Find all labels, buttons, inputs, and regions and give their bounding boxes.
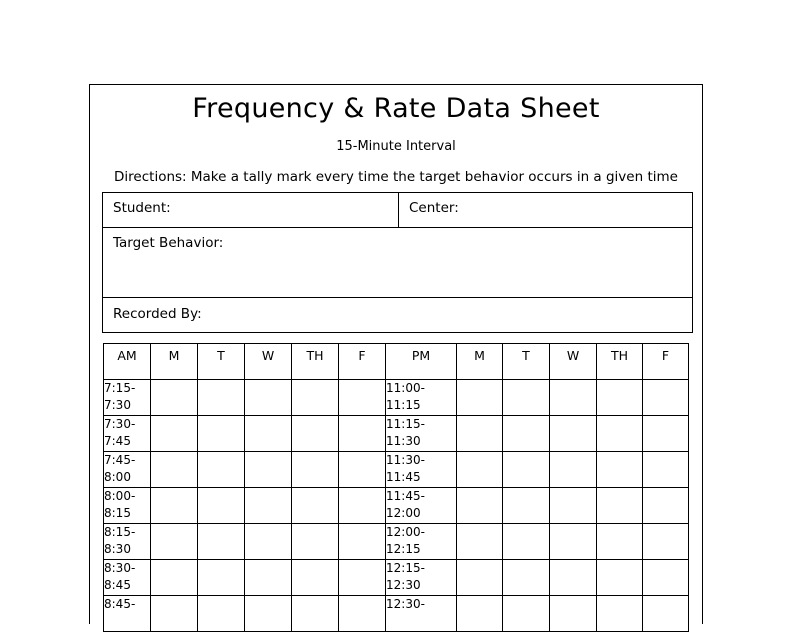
am-tally-cell[interactable] xyxy=(245,452,292,488)
am-time-cell xyxy=(104,488,151,524)
am-tally-cell[interactable] xyxy=(151,488,198,524)
pm-tally-cell[interactable] xyxy=(457,524,503,560)
pm-tally-cell[interactable] xyxy=(550,416,597,452)
am-time-cell xyxy=(104,524,151,560)
am-time-cell xyxy=(104,380,151,416)
tally-grid xyxy=(103,343,689,632)
pm-tally-cell[interactable] xyxy=(597,560,643,596)
pm-time-cell xyxy=(386,416,457,452)
recorded-by-field[interactable] xyxy=(102,297,693,333)
am-tally-cell[interactable] xyxy=(245,560,292,596)
pm-tally-cell[interactable] xyxy=(597,416,643,452)
am-tally-cell[interactable] xyxy=(198,488,245,524)
student-label: Student: xyxy=(113,200,171,216)
pm-tally-cell[interactable] xyxy=(550,380,597,416)
pm-tally-cell[interactable] xyxy=(503,416,550,452)
table-row xyxy=(104,560,689,596)
am-tally-cell[interactable] xyxy=(245,488,292,524)
target-behavior-field[interactable] xyxy=(102,227,693,298)
table-row xyxy=(104,488,689,524)
table-row xyxy=(104,416,689,452)
pm-tally-cell[interactable] xyxy=(597,524,643,560)
pm-tally-cell[interactable] xyxy=(457,488,503,524)
am-time-label: 8:30- xyxy=(104,561,136,575)
pm-time-label: 12:30 xyxy=(386,578,421,592)
pm-tally-cell[interactable] xyxy=(597,452,643,488)
am-tally-cell[interactable] xyxy=(198,596,245,632)
am-tally-cell[interactable] xyxy=(339,380,386,416)
am-tally-cell[interactable] xyxy=(245,596,292,632)
data-sheet xyxy=(89,84,703,624)
pm-tally-cell[interactable] xyxy=(503,560,550,596)
pm-tally-cell[interactable] xyxy=(643,380,689,416)
pm-tally-cell[interactable] xyxy=(643,488,689,524)
pm-time-cell xyxy=(386,596,457,632)
am-time-label: 7:45 xyxy=(104,434,131,448)
am-tally-cell[interactable] xyxy=(198,416,245,452)
pm-tally-cell[interactable] xyxy=(457,380,503,416)
pm-time-label: 12:15- xyxy=(386,561,425,575)
am-tally-cell[interactable] xyxy=(151,452,198,488)
pm-tally-cell[interactable] xyxy=(550,524,597,560)
am-tally-cell[interactable] xyxy=(151,416,198,452)
recorded-by-label: Recorded By: xyxy=(113,306,202,322)
am-tally-cell[interactable] xyxy=(245,416,292,452)
am-tally-cell[interactable] xyxy=(151,596,198,632)
am-tally-cell[interactable] xyxy=(339,524,386,560)
am-tally-cell[interactable] xyxy=(292,596,339,632)
am-tally-cell[interactable] xyxy=(339,560,386,596)
am-time-label: 7:30 xyxy=(104,398,131,412)
am-tally-cell[interactable] xyxy=(198,452,245,488)
am-tally-cell[interactable] xyxy=(292,524,339,560)
am-header: AM xyxy=(104,344,151,380)
pm-tally-cell[interactable] xyxy=(550,488,597,524)
pm-time-label: 11:45 xyxy=(386,470,421,484)
am-tally-cell[interactable] xyxy=(339,416,386,452)
pm-header: PM xyxy=(386,344,457,380)
am-time-label: 8:15 xyxy=(104,506,131,520)
pm-day-header: W xyxy=(550,344,597,380)
grid-body xyxy=(104,380,689,632)
pm-day-header: M xyxy=(457,344,503,380)
center-label: Center: xyxy=(409,200,459,216)
pm-tally-cell[interactable] xyxy=(550,452,597,488)
pm-day-header: F xyxy=(643,344,689,380)
am-tally-cell[interactable] xyxy=(198,380,245,416)
am-time-cell xyxy=(104,560,151,596)
am-day-header: TH xyxy=(292,344,339,380)
target-behavior-label: Target Behavior: xyxy=(113,235,224,251)
am-day-header: W xyxy=(245,344,292,380)
am-tally-cell[interactable] xyxy=(292,560,339,596)
am-time-label: 8:15- xyxy=(104,525,136,539)
am-day-header: M xyxy=(151,344,198,380)
am-day-header: T xyxy=(198,344,245,380)
pm-time-cell xyxy=(386,488,457,524)
am-time-label: 8:45 xyxy=(104,578,131,592)
directions-text: Directions: Make a tally mark every time the target behavior occurs in a given time xyxy=(114,169,678,185)
am-tally-cell[interactable] xyxy=(292,452,339,488)
am-tally-cell[interactable] xyxy=(339,488,386,524)
am-tally-cell[interactable] xyxy=(292,488,339,524)
pm-time-label: 12:00 xyxy=(386,506,421,520)
am-tally-cell[interactable] xyxy=(292,416,339,452)
am-time-cell xyxy=(104,416,151,452)
pm-time-label: 11:30- xyxy=(386,453,425,467)
table-row xyxy=(104,452,689,488)
am-time-label: 8:00 xyxy=(104,470,131,484)
pm-tally-cell[interactable] xyxy=(643,524,689,560)
grid-header-row xyxy=(104,344,689,380)
pm-day-header: T xyxy=(503,344,550,380)
pm-tally-cell[interactable] xyxy=(457,560,503,596)
am-tally-cell[interactable] xyxy=(151,380,198,416)
pm-time-label: 12:30- xyxy=(386,597,425,611)
pm-time-cell xyxy=(386,524,457,560)
pm-tally-cell[interactable] xyxy=(503,596,550,632)
pm-tally-cell[interactable] xyxy=(550,596,597,632)
pm-tally-cell[interactable] xyxy=(457,416,503,452)
pm-time-label: 12:00- xyxy=(386,525,425,539)
center-field[interactable] xyxy=(398,192,693,228)
pm-tally-cell[interactable] xyxy=(457,596,503,632)
am-time-label: 8:45- xyxy=(104,597,136,611)
student-field[interactable] xyxy=(102,192,399,228)
pm-tally-cell[interactable] xyxy=(503,380,550,416)
am-tally-cell[interactable] xyxy=(245,524,292,560)
sheet-subtitle: 15-Minute Interval xyxy=(336,139,456,154)
pm-tally-cell[interactable] xyxy=(503,488,550,524)
am-day-header: F xyxy=(339,344,386,380)
pm-tally-cell[interactable] xyxy=(457,452,503,488)
pm-tally-cell[interactable] xyxy=(643,596,689,632)
pm-time-label: 12:15 xyxy=(386,542,421,556)
pm-tally-cell[interactable] xyxy=(643,416,689,452)
pm-tally-cell[interactable] xyxy=(597,380,643,416)
pm-time-cell xyxy=(386,452,457,488)
sheet-title: Frequency & Rate Data Sheet xyxy=(192,93,600,124)
am-tally-cell[interactable] xyxy=(198,524,245,560)
am-tally-cell[interactable] xyxy=(339,596,386,632)
am-tally-cell[interactable] xyxy=(151,524,198,560)
table-row xyxy=(104,596,689,632)
am-tally-cell[interactable] xyxy=(292,380,339,416)
table-row xyxy=(104,524,689,560)
pm-tally-cell[interactable] xyxy=(643,452,689,488)
pm-time-label: 11:15 xyxy=(386,398,421,412)
pm-tally-cell[interactable] xyxy=(503,524,550,560)
pm-tally-cell[interactable] xyxy=(597,488,643,524)
pm-time-cell xyxy=(386,380,457,416)
am-time-label: 7:15- xyxy=(104,381,136,395)
am-time-label: 8:00- xyxy=(104,489,136,503)
am-tally-cell[interactable] xyxy=(198,560,245,596)
am-time-label: 7:30- xyxy=(104,417,136,431)
pm-tally-cell[interactable] xyxy=(643,560,689,596)
am-tally-cell[interactable] xyxy=(245,380,292,416)
pm-time-label: 11:00- xyxy=(386,381,425,395)
am-tally-cell[interactable] xyxy=(339,452,386,488)
pm-tally-cell[interactable] xyxy=(550,560,597,596)
am-time-cell xyxy=(104,452,151,488)
am-time-label: 8:30 xyxy=(104,542,131,556)
pm-time-label: 11:30 xyxy=(386,434,421,448)
pm-time-label: 11:45- xyxy=(386,489,425,503)
pm-time-cell xyxy=(386,560,457,596)
table-row xyxy=(104,380,689,416)
am-tally-cell[interactable] xyxy=(151,560,198,596)
am-time-label: 7:45- xyxy=(104,453,136,467)
pm-tally-cell[interactable] xyxy=(503,452,550,488)
am-time-cell xyxy=(104,596,151,632)
pm-day-header: TH xyxy=(597,344,643,380)
pm-time-label: 11:15- xyxy=(386,417,425,431)
pm-tally-cell[interactable] xyxy=(597,596,643,632)
